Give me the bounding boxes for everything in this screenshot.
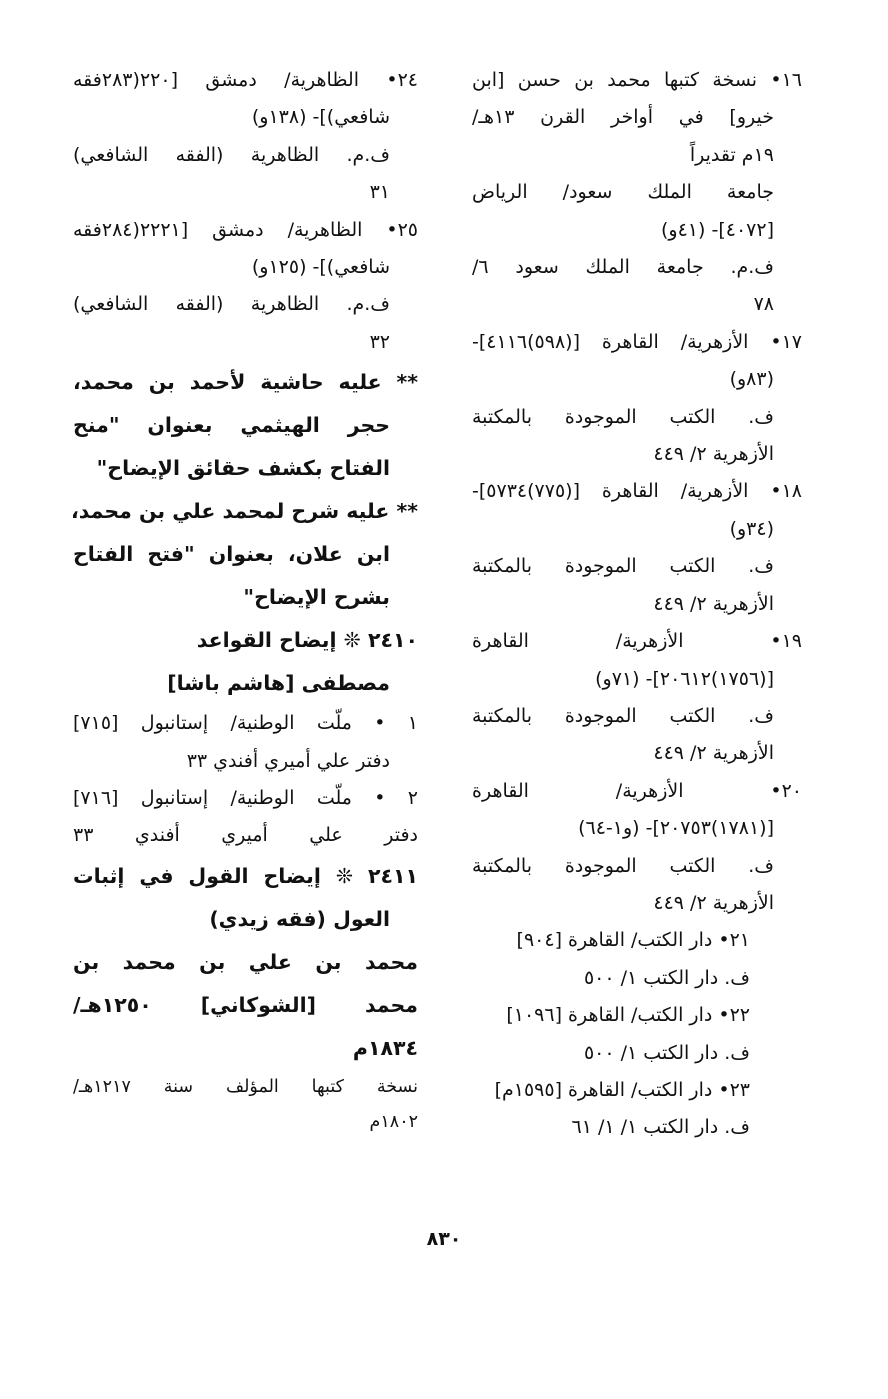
right-column-line: ٧٨ xyxy=(753,293,774,316)
left-column-line: ٢٤• الظاهرية/ دمشق [٢٢٠(٢٨٣فقه xyxy=(73,69,418,91)
left-column-line: ف.م. الظاهرية (الفقه الشافعي) xyxy=(73,293,390,316)
right-column-line: جامعة الملك سعود/ الرياض xyxy=(472,181,774,204)
right-column-line: ١٦• نسخة كتبها محمد بن حسن [ابن xyxy=(472,69,802,91)
left-column-line: ٢٤١١ ❊ إيضاح القول في إثبات xyxy=(73,863,418,888)
right-column-line: [(١٧٥٦)٢٠٦١٢]- (٧١و) xyxy=(595,667,774,690)
right-column-line: (٨٣و) xyxy=(729,368,774,391)
right-column-line: ف. دار الكتب ١/ ٥٠٠ xyxy=(583,1041,750,1064)
left-column-line: ٢ • ملّت الوطنية/ إستانبول [٧١٦] xyxy=(73,787,418,810)
right-column-line: [(١٧٨١)٢٠٧٥٣]- (و١-٦٤) xyxy=(578,817,774,840)
right-column-line: الأزهرية ٢/ ٤٤٩ xyxy=(653,592,774,615)
right-column xyxy=(472,62,802,1147)
left-column-line: العول (فقه زيدي) xyxy=(209,906,390,931)
right-column-line: ٢١• دار الكتب/ القاهرة [٩٠٤] xyxy=(516,929,750,952)
left-column-line: بشرح الإيضاح" xyxy=(243,585,390,610)
left-column-line: مصطفى [هاشم باشا] xyxy=(167,671,390,696)
left-column-line: الفتاح بكشف حقائق الإيضاح" xyxy=(96,456,390,481)
right-column-line: ٢٢• دار الكتب/ القاهرة [١٠٩٦] xyxy=(506,1004,750,1027)
left-column-line: ٢٤١٠ ❊ إيضاح القواعد xyxy=(196,628,418,653)
right-column-line: خيرو] في أواخر القرن ١٣هـ/ xyxy=(472,106,774,129)
left-column-line: ** عليه حاشية لأحمد بن محمد، xyxy=(73,370,418,395)
left-column-line: ١ • ملّت الوطنية/ إستانبول [٧١٥] xyxy=(73,712,418,735)
left-column-line: ٢٥• الظاهرية/ دمشق [٢٢٢١(٢٨٤فقه xyxy=(73,218,418,241)
left-column xyxy=(70,62,418,1140)
right-column-line: ف. دار الكتب ١/ ٥٠٠ xyxy=(583,966,750,989)
right-column-line: الأزهرية ٢/ ٤٤٩ xyxy=(653,891,774,914)
right-column-line: ف.م. جامعة الملك سعود ٦/ xyxy=(472,256,774,279)
right-column-line: (٣٤و) xyxy=(729,517,774,540)
left-column-line: ** عليه شرح لمحمد علي بن محمد، xyxy=(70,499,418,524)
left-column-line: ابن علان، بعنوان "فتح الفتاح xyxy=(73,542,390,567)
right-column-line: ٢٣• دار الكتب/ القاهرة [١٥٩٥م] xyxy=(494,1078,750,1101)
left-column-line: محمد [الشوكاني] ١٢٥٠هـ/ xyxy=(73,992,418,1017)
left-column-line: حجر الهيثمي بعنوان "منح xyxy=(73,413,390,438)
left-column-line: محمد بن علي بن محمد بن xyxy=(73,949,418,974)
right-column-line: ١٧• الأزهرية/ القاهرة [(٥٩٨)٤١١٦]- xyxy=(472,330,802,353)
left-column-line: دفتر علي أميري أفندي ٣٣ xyxy=(186,749,390,772)
left-column-line: نسخة كتبها المؤلف سنة ١٢١٧هـ/ xyxy=(73,1076,418,1097)
right-column-line: ف. الكتب الموجودة بالمكتبة xyxy=(472,704,774,727)
right-column-line: ١٨• الأزهرية/ القاهرة [(٧٧٥)٥٧٣٤]- xyxy=(472,480,802,503)
right-column-line: الأزهرية ٢/ ٤٤٩ xyxy=(653,443,774,466)
page-number: ٨٣٠ xyxy=(426,1228,462,1250)
right-column-line: ١٩م تقديراً xyxy=(689,143,774,166)
right-column-line: الأزهرية ٢/ ٤٤٩ xyxy=(653,742,774,765)
right-column-line: ف. الكتب الموجودة بالمكتبة xyxy=(472,854,774,877)
right-column-line: ف. الكتب الموجودة بالمكتبة xyxy=(472,555,774,578)
right-column-line: ٢٠• الأزهرية/ القاهرة xyxy=(472,779,802,802)
right-column-line: [٤٠٧٢]- (٤١و) xyxy=(661,218,774,241)
left-column-line: شافعي)]- (١٢٥و) xyxy=(251,256,390,279)
left-column-line: دفتر علي أميري أفندي ٣٣ xyxy=(73,824,418,847)
right-column-line: ف. الكتب الموجودة بالمكتبة xyxy=(472,405,774,428)
left-column-line: ١٨٠٢م xyxy=(369,1111,418,1132)
left-column-line: ف.م. الظاهرية (الفقه الشافعي) xyxy=(73,143,390,166)
left-column-line: ٣٢ xyxy=(369,330,390,353)
left-column-line: شافعي)]- (١٣٨و) xyxy=(251,106,390,129)
left-column-line: ٣١ xyxy=(369,181,390,204)
left-column-line: ١٨٣٤م xyxy=(352,1035,418,1060)
right-column-line: ١٩• الأزهرية/ القاهرة xyxy=(472,630,802,653)
right-column-line: ف. دار الكتب ١/ ١/ ٦١ xyxy=(571,1116,750,1139)
